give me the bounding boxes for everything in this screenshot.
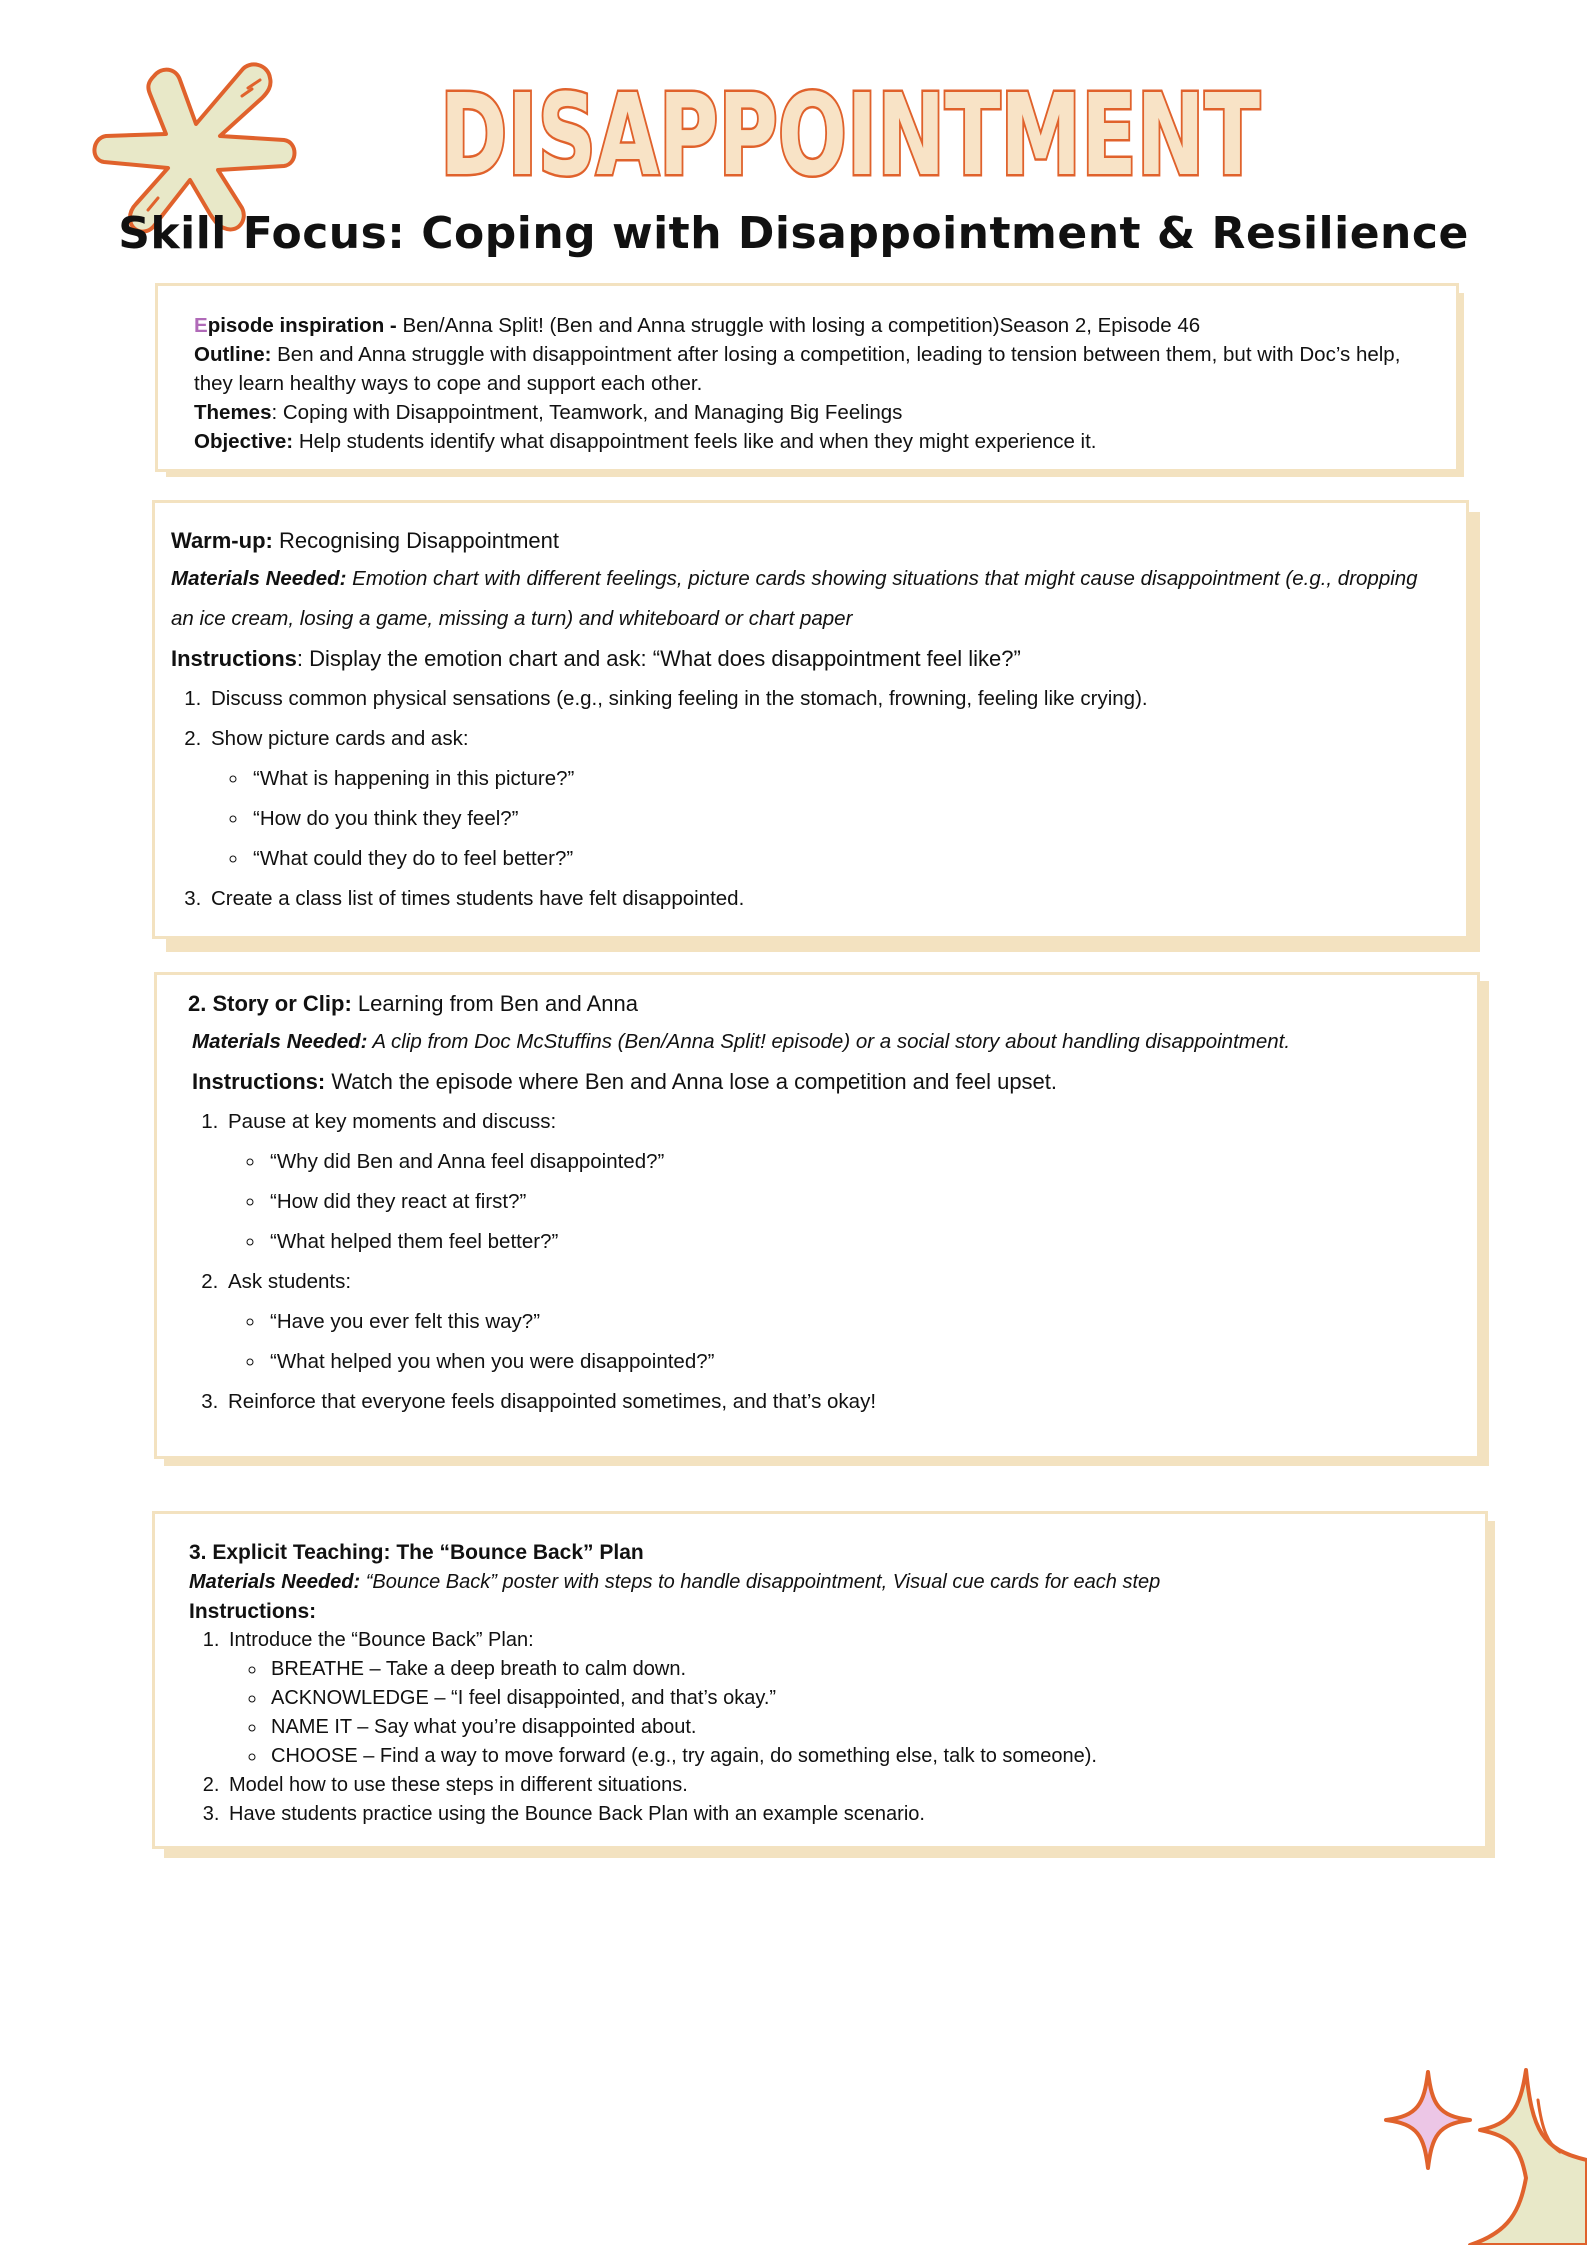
warmup-card <box>152 500 1469 939</box>
objective <box>194 427 1426 456</box>
list-item: ◦ “How do you think they feel?” <box>249 799 1446 839</box>
warmup-steps <box>171 679 1446 919</box>
list-item: ◦ CHOOSE – Find a way to move forward (e.g., try again, do something else, talk to someone). <box>267 1742 1465 1771</box>
episode-text: Ben/Anna Split! (Ben and Anna struggle with losing a competition)Season 2, Episode 46 <box>396 314 1201 337</box>
list-item: ◦ “What could they do to feel better?” <box>249 839 1446 879</box>
outline-label: Outline: <box>194 343 272 366</box>
explicit-materials <box>189 1568 1465 1597</box>
warmup-instructions <box>171 639 1446 679</box>
story-instructions <box>188 1062 1457 1102</box>
objective-label: Objective: <box>194 430 294 453</box>
sparkle-stars-icon <box>1370 2060 1587 2245</box>
sub-list <box>228 1142 1457 1262</box>
list-item: 3. Create a class list of times students have felt disappointed. <box>207 879 1446 919</box>
instructions-text: : Display the emotion chart and ask: “What does disappointment feel like?” <box>296 646 1021 671</box>
list-item: ◦ “What helped them feel better?” <box>266 1222 1457 1262</box>
story-steps <box>188 1102 1457 1422</box>
list-item: ◦ NAME IT – Say what you’re disappointed about. <box>267 1713 1465 1742</box>
instructions-label: Instructions <box>171 646 297 671</box>
large-sparkle-icon <box>1470 2070 1587 2245</box>
warmup-label: Warm-up: <box>171 528 273 553</box>
list-item: ◦ “Why did Ben and Anna feel disappointed?” <box>266 1142 1457 1182</box>
warmup-materials <box>171 559 1446 639</box>
story-card <box>154 972 1480 1459</box>
sub-list <box>228 1302 1457 1382</box>
list-item: 2. Show picture cards and ask: ◦ “What is happening in this picture?” ◦ “How do you think they feel?” ◦ “What could they do to feel better?” <box>207 719 1446 879</box>
episode-first-letter: E <box>194 314 208 337</box>
explicit-card <box>152 1511 1488 1849</box>
list-item: 2. Model how to use these steps in different situations. <box>225 1771 1465 1800</box>
list-item: ◦ “How did they react at first?” <box>266 1182 1457 1222</box>
outline <box>194 340 1426 398</box>
explicit-steps <box>189 1626 1465 1829</box>
outline-text: Ben and Anna struggle with disappointment after losing a competition, leading to tension between them, but with Doc’s help, they learn healthy ways to cope and support each other. <box>194 343 1401 395</box>
episode-card <box>155 283 1459 472</box>
list-item: 1. Introduce the “Bounce Back” Plan: ◦ BREATHE – Take a deep breath to calm down. ◦ ACKNOWLEDGE – “I feel disappointed, and that’s okay.” ◦ NAME IT – Say what you’re disappointed about. ◦ CHOOSE – Find a way to move forward (e.g., try again, do something else, talk to someone). <box>225 1626 1465 1771</box>
materials-label: Materials Needed: <box>189 1571 361 1593</box>
page-subtitle: Skill Focus: Coping with Disappointment & Resilience <box>118 208 1469 259</box>
list-item: 1. Pause at key moments and discuss: ◦ “Why did Ben and Anna feel disappointed?” ◦ “How did they react at first?” ◦ “What helped them feel better?” <box>224 1102 1457 1262</box>
themes-text: : Coping with Disappointment, Teamwork, and Managing Big Feelings <box>271 401 903 424</box>
list-item: ◦ “What is happening in this picture?” <box>249 759 1446 799</box>
page-title-text: DISAPPOINTMENT <box>440 71 1260 192</box>
sub-list <box>229 1655 1465 1771</box>
warmup-heading-text: Recognising Disappointment <box>272 528 560 553</box>
objective-text: Help students identify what disappointment feels like and when they might experience it. <box>293 430 1097 453</box>
list-item: 2. Ask students: ◦ “Have you ever felt this way?” ◦ “What helped you when you were disappointed?” <box>224 1262 1457 1382</box>
materials-label: Materials Needed: <box>192 1030 368 1053</box>
instructions-text: Watch the episode where Ben and Anna lose a competition and feel upset. <box>325 1069 1058 1094</box>
materials-label: Materials Needed: <box>171 567 347 590</box>
themes <box>194 398 1426 427</box>
list-item: ◦ “What helped you when you were disappointed?” <box>266 1342 1457 1382</box>
instructions-label: Instructions: <box>192 1069 326 1094</box>
story-materials <box>188 1022 1457 1062</box>
warmup-heading <box>171 523 1446 559</box>
story-heading-text: Learning from Ben and Anna <box>351 991 639 1016</box>
materials-text: Emotion chart with different feelings, picture cards showing situations that might cause disappointment (e.g., dropping an ice cream, losing a game, missing a turn) and whiteboard or chart paper <box>171 567 1418 630</box>
list-item: ◦ “Have you ever felt this way?” <box>266 1302 1457 1342</box>
story-label: 2. Story or Clip: <box>188 991 352 1016</box>
list-item: ◦ BREATHE – Take a deep breath to calm down. <box>267 1655 1465 1684</box>
materials-text: A clip from Doc McStuffins (Ben/Anna Split! episode) or a social story about handling disappointment. <box>367 1030 1291 1053</box>
explicit-heading: 3. Explicit Teaching: The “Bounce Back” Plan <box>189 1541 644 1564</box>
episode-inspiration <box>194 311 1426 340</box>
small-sparkle-icon <box>1386 2072 1470 2168</box>
list-item: ◦ ACKNOWLEDGE – “I feel disappointed, and that’s okay.” <box>267 1684 1465 1713</box>
materials-text: “Bounce Back” poster with steps to handle disappointment, Visual cue cards for each step <box>360 1571 1161 1593</box>
list-item: 1. Discuss common physical sensations (e.g., sinking feeling in the stomach, frowning, feeling like crying). <box>207 679 1446 719</box>
episode-label: pisode inspiration - <box>207 314 397 337</box>
page-title <box>0 62 1587 192</box>
list-item: 3. Reinforce that everyone feels disappointed sometimes, and that’s okay! <box>224 1382 1457 1422</box>
themes-label: Themes <box>194 401 272 424</box>
story-heading <box>188 986 1457 1022</box>
explicit-instructions-label: Instructions: <box>189 1600 317 1623</box>
sub-list <box>211 759 1446 879</box>
list-item: 3. Have students practice using the Bounce Back Plan with an example scenario. <box>225 1800 1465 1829</box>
